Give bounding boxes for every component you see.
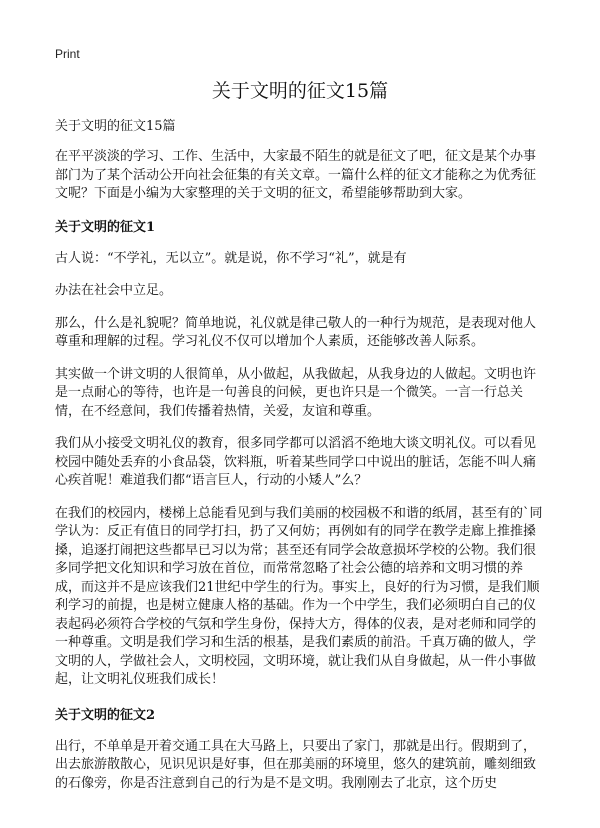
section-paragraph: 在我们的校园内，楼梯上总能看见到与我们美丽的校园极不和谐的纸屑，甚至有的`同学认为：反正有值日的同学打扫，扔了又何妨；再例如有的同学在教学走廊上推推搡搡，追逐打闹把这些都早已习以为常；甚至还有同学会故意损坏学校的公物。我们很多同学把文化知识和学习放在首位，而常常忽略了社会公德的培养和文明习惯的养成，而这并不是应该我们21世纪中学生的行为。事实上，良好的行为习惯，是我们顺利学习的前提，也是树立健康人格的基础。作为一个中学生，我们必须明白自己的仪表起码必须符合学校的气氛和学生身份，保持大方，得体的仪表，是对老师和同学的一种尊重。文明是我们学习和生活的根基，是我们素质的前沿。千真万确的做人，学文明的人，学做社会人，文明校园，文明环境，就让我们从自身做起，从一件小事做起，让文明礼仪班我们成长！ <box>55 505 543 687</box>
document-body <box>55 117 545 807</box>
section-paragraph: 那么，什么是礼貌呢？简单地说，礼仪就是律己敬人的一种行为规范，是表现对他人尊重和理解的过程。学习礼仪不仅可以增加个人素质，还能够改善人际系。 <box>55 315 537 349</box>
section-heading: 关于文明的征文2 <box>55 707 156 723</box>
document-subtitle: 关于文明的征文15篇 <box>55 119 176 134</box>
section-paragraph: 我们从小接受文明礼仪的教育，很多同学都可以滔滔不绝地大谈文明礼仪。可以看见校园中随处丢弃的小食品袋，饮料瓶，听着某些同学口中说出的脏话，怎能不叫人痛心疾首呢！难道我们都“语言巨人，行动的小矮人”么？ <box>55 436 537 488</box>
intro-paragraph: 在平平淡淡的学习、工作、生活中，大家最不陌生的就是征文了吧，征文是某个办事部门为了某个活动公开向社会征集的有关文章。一篇什么样的征文才能称之为优秀征文呢？下面是小编为大家整理的关于文明的征文，希望能够帮助到大家。 <box>55 149 537 201</box>
section-paragraph: 出行，不单单是开着交通工具在大马路上，只要出了家门，那就是出行。假期到了，出去旅游散散心，见识见识是好事，但在那美丽的环境里，悠久的建筑前，雕刻细致的石像旁，你是否注意到自己的行为是不是文明。我刚刚去了北京，这个历史 <box>55 738 537 791</box>
section-paragraph: 其实做一个讲文明的人很简单，从小做起，从我做起，从我身边的人做起。文明也许是一点耐心的等待，也许是一句善良的问候，更也许只是一个微笑。一言一行总关情，在不经意间，我们传播着热情，关爱，友谊和尊重。 <box>55 366 537 419</box>
print-link[interactable]: Print <box>55 47 80 61</box>
section-paragraph: 办法在社会中立足。 <box>55 283 173 298</box>
document-title: 关于文明的征文15篇 <box>211 80 389 102</box>
section-paragraph: 古人说：“不学礼，无以立”。就是说，你不学习“礼”，就是有 <box>55 250 407 266</box>
section-heading: 关于文明的征文1 <box>55 219 156 235</box>
